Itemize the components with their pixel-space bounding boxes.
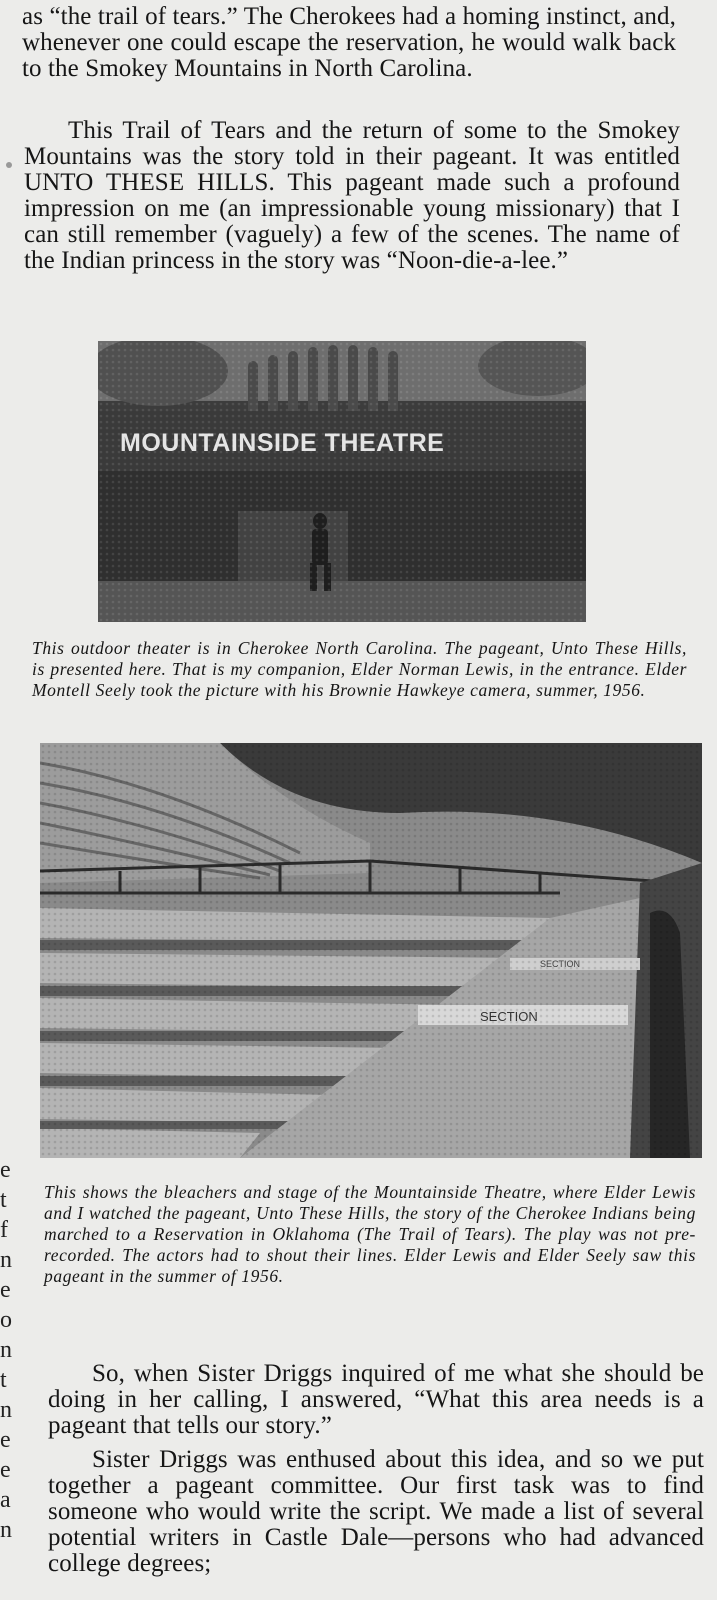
caption-photo-1: This outdoor theater is in Cherokee North Carolina. The pageant, Unto These Hills, is presented here. That is my companion, Elder Norman Lewis, in the entrance. Elder Montell Seely took the picture with his Brownie Hawkeye camera, summer, 1956. xyxy=(32,638,687,700)
scan-speck xyxy=(6,162,12,168)
edge-letter: o xyxy=(0,1307,12,1333)
edge-letter: e xyxy=(0,1277,11,1303)
adjacent-column-edge-letters xyxy=(0,1155,12,1545)
photo-mountainside-theatre-entrance xyxy=(98,341,586,622)
photo-theatre-bleachers xyxy=(40,743,702,1158)
caption-photo-2: This shows the bleachers and stage of the Mountainside Theatre, where Elder Lewis and I watched the pageant, Unto These Hills, the story of the Cherokee Indians being marched to a Reservation in Oklahoma (The Trail of Tears). The play was not pre-recorded. The actors had to shout their lines. Elder Lewis and Elder Seely saw this pageant in the summer of 1956. xyxy=(44,1182,696,1286)
edge-letter: e xyxy=(0,1457,11,1483)
edge-letter: e xyxy=(0,1427,11,1453)
paragraph-trail-of-tears: as “the trail of tears.” The Cherokees had a homing instinct, and, whenever one could escape the reservation, he would walk back to the Smokey Mountains in North Carolina. xyxy=(22,3,676,82)
edge-letter: n xyxy=(0,1397,12,1423)
edge-letter: t xyxy=(0,1187,7,1213)
paragraph-sister-driggs-inquiry: So, when Sister Driggs inquired of me what she should be doing in her calling, I answered, “What this area needs is a pageant that tells our story.” xyxy=(48,1360,704,1439)
edge-letter: f xyxy=(0,1217,8,1243)
edge-letter: t xyxy=(0,1367,7,1393)
paragraph-pageant-committee: Sister Driggs was enthused about this idea, and so we put together a pageant committee. Our first task was to find someone who would write the script. We made a list of several potential writers in Castle Dale—persons who had advanced college degrees; xyxy=(48,1446,704,1577)
edge-letter: e xyxy=(0,1157,11,1183)
edge-letter: n xyxy=(0,1337,12,1363)
edge-letter: n xyxy=(0,1247,12,1273)
edge-letter: a xyxy=(0,1487,11,1513)
edge-letter: n xyxy=(0,1517,12,1543)
paragraph-pageant-story: This Trail of Tears and the return of some to the Smokey Mountains was the story told in their pageant. It was entitled UNTO THESE HILLS. This pageant made such a profound impression on me (an impressionable young missionary) that I can still remember (vaguely) a few of the scenes. The name of the Indian princess in the story was “Noon-die-a-lee.” xyxy=(24,117,680,274)
